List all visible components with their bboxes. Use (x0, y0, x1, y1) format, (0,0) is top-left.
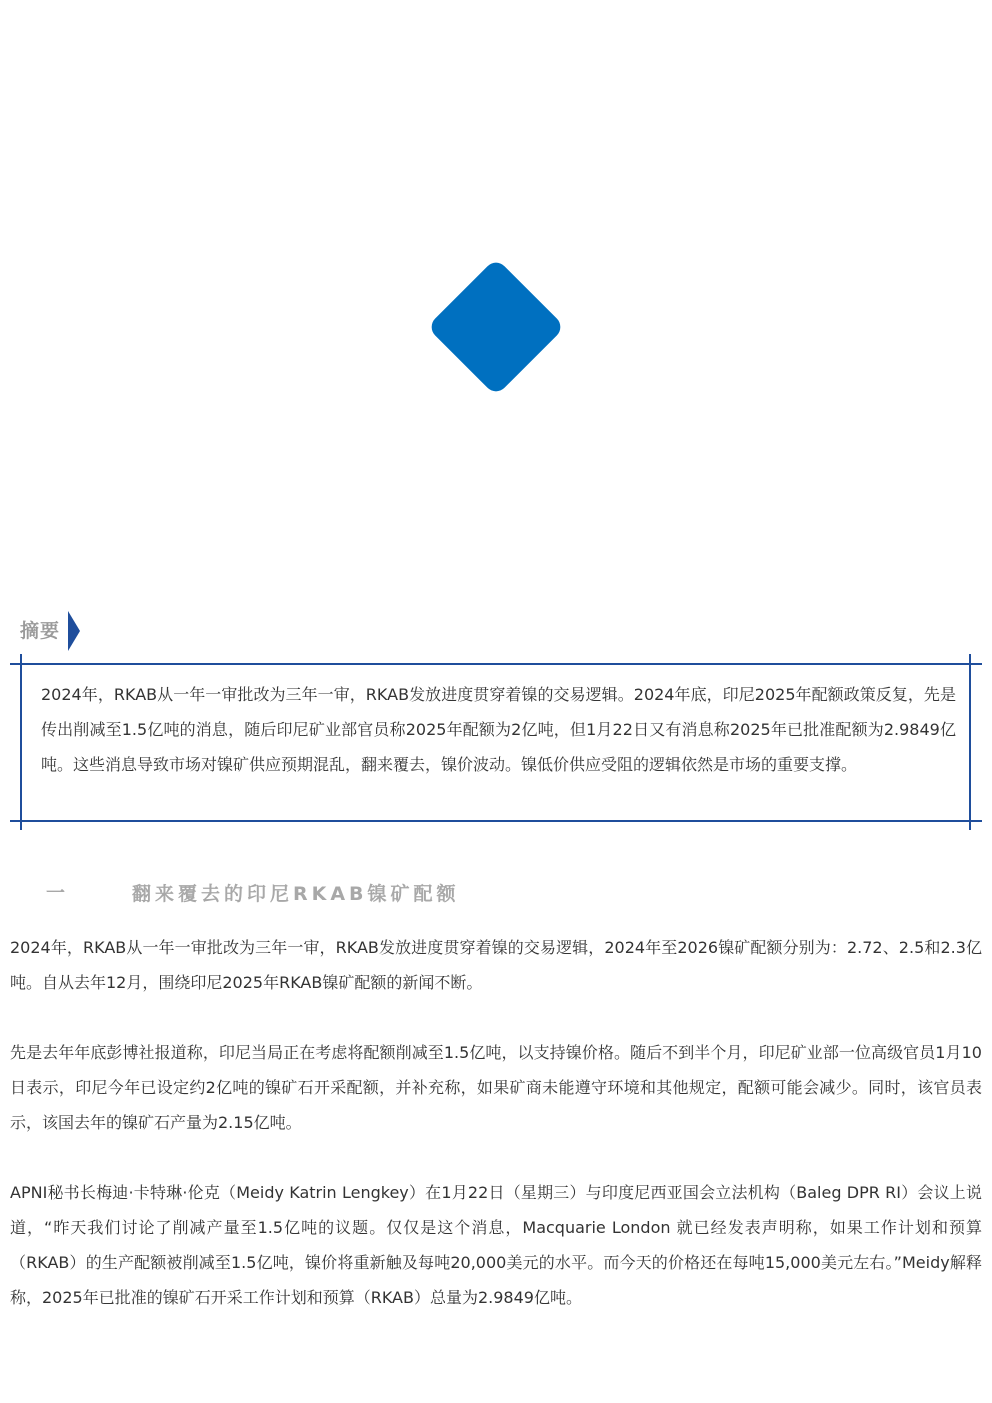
body-paragraph: 2024年，RKAB从一年一审批改为三年一审，RKAB发放进度贯穿着镍的交易逻辑，2024年至2026镍矿配额分别为：2.72、2.5和2.3亿吨。自从去年12月，围绕印尼2025年RKAB镍矿配额的新闻不断。 (10, 938, 982, 992)
summary-label: 摘要 (20, 620, 61, 642)
summary-text: 2024年，RKAB从一年一审批改为三年一审，RKAB发放进度贯穿着镍的交易逻辑。2024年底，印尼2025年配额政策反复，先是传出削减至1.5亿吨的消息，随后印尼矿业部官员称2025年配额为2亿吨，但1月22日又有消息称2025年已批准配额为2.9849亿吨。这些消息导致市场对镍矿供应预期混乱，翻来覆去，镍价波动。镍低价供应受阻的逻辑依然是市场的重要支撑。 (41, 685, 956, 774)
section-number: 一 (46, 882, 66, 904)
body-paragraph: APNI秘书长梅迪·卡特琳·伦克（Meidy Katrin Lengkey）在1月22日（星期三）与印度尼西亚国会立法机构（Baleg DPR RI）会议上说道，“昨天我们讨论了削减产量至1.5亿吨的议题。仅仅是这个消息，Macquarie London 就已经发表声明称，如果工作计划和预算（RKAB）的生产配额被削减至1.5亿吨，镍价将重新触及每吨20,000美元的水平。而今天的价格还在每吨15,000美元左右。”Meidy解释称，2025年已批准的镍矿石开采工作计划和预算（RKAB）总量为2.9849亿吨。 (10, 1183, 982, 1307)
frame-left-line (20, 654, 22, 830)
section-title: 翻来覆去的印尼RKAB镍矿配额 (132, 883, 460, 905)
frame-top-line (10, 663, 982, 665)
diamond-logo-icon (424, 255, 568, 399)
frame-right-line (969, 654, 971, 830)
body-paragraph: 先是去年年底彭博社报道称，印尼当局正在考虑将配额削减至1.5亿吨，以支持镍价格。随后不到半个月，印尼矿业部一位高级官员1月10日表示，印尼今年已设定约2亿吨的镍矿石开采配额，并补充称，如果矿商未能遵守环境和其他规定，配额可能会减少。同时，该官员表示，该国去年的镍矿石产量为2.15亿吨。 (10, 1043, 982, 1132)
chevron-right-icon (68, 611, 80, 651)
frame-bottom-line (10, 820, 982, 822)
